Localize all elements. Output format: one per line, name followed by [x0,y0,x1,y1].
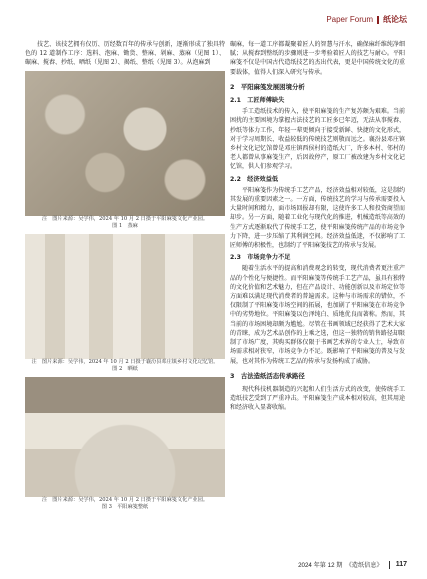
page-header [326,14,407,25]
figure-2-source: 注 图片来源：吴学伟，2024 年 10 月 2 日摄于襄汾县邓庄镇乡村文化记忆馆。 [31,358,219,365]
paragraph-market: 随着生活水平的提高和消费观念的转变，现代消费者更注重产品的个性化与便捷性。而平阳麻笺等传统手工艺产品，虽具有独特的文化价值和艺术魅力，但在产品设计、功能创新以及市场定位等方面难以满足现代消费者的普遍需求。这种与市场需求的错位，不仅限制了平阳麻笺市场空间的拓展，也加剧了平阳麻笺在市场竞争中的劣势地位。平阳麻笺以色泽纯白、质地优良而著称。然而，其当前的市场困境却颇为尴尬。尽管在书画领域已经获得了艺术大家的青睐，成为艺术品创作的上乘之选，但这一独特的销售路径却限制了市场广度，其购买群体仅限于书画艺术界的专业人士，导致市场需求相对狭窄，市场竞争力不足。既影响了平阳麻笺的普及与发展，也对其作为传统工艺品的传承与发扬构成了威胁。 [230,265,405,365]
figure-1-title: 图 1 蒸麻 [112,223,138,230]
figure-2-title: 图 2 晒纸 [112,366,138,373]
figure-3-title: 图 3 平阳麻笺整纸 [101,504,149,511]
page-footer [298,560,407,569]
footer-divider [389,561,390,569]
paragraph-continued: 碾麻，每一道工序都凝聚着匠人的智慧与汗水，确保麻纤维纯净细腻；从搅舂到整纸的步骤则进一步考验着匠人的技艺与耐心。平阳麻笺不仅是中国古代造纸技艺的杰出代表，更是中国传统文化的重要载体，值得人们深入研究与传承。 [230,41,405,76]
subsection-heading-2-1: 2.1 工匠师傅缺失 [230,97,285,105]
figure-3-source: 注 图片来源：吴学伟，2024 年 10 月 2 日摄于平阳麻笺文化产业园。 [41,496,209,503]
paragraph-economics: 平阳麻笺作为传统手工艺产品，经济效益相对较低，这是制约其发展的重要因素之一。一方面，传统技艺的学习与传承需要投入大量时间和精力，面市场回报却有限，这使许多工人和投资商望而却步。另一方面，随着工业化与现代化的推进，机械造纸等高效的生产方式逐渐取代了传统手工艺，使平阳麻笺传统产品的市场竞争力下降，进一步压缩了其利润空间。经济效益低迷，不仅影响了工匠师傅的积极性，也制约了平阳麻笺技艺的传承与发展。 [230,186,405,250]
subsection-heading-2-3: 2.3 市场竞争力不足 [230,254,291,262]
paragraph-inheritance: 现代科技机器制造的兴起和人们生活方式的改变，使传统手工造纸技艺受到了严重冲击。平阳麻笺生产成本相对较高，但其用途和经济收入显著收缩。 [230,385,405,412]
section-heading-3: 3 古法造纸活态传承路径 [230,371,305,380]
section-heading-2: 2 平阳麻笺发展困境分析 [230,82,305,91]
figure-2-caption [25,359,225,374]
figure-3-caption [25,497,225,512]
steaming-hemp-photo [25,71,225,216]
header-divider [377,16,379,24]
figure-1-source: 注 图片来源：吴学伟，2024 年 10 月 2 日摄于平阳麻笺文化产业园。 [41,215,209,222]
figure-2 [25,234,225,374]
paper-finishing-photo [25,377,225,497]
section-label-en: Paper Forum [326,15,373,24]
figure-3 [25,377,225,512]
page-number: 117 [395,561,407,568]
section-label-cn: 纸论坛 [383,15,407,24]
left-column [25,40,225,515]
figure-1-caption [25,216,225,231]
intro-paragraph: 技艺、该技艺拥有仅历、历经数百年的传承与创新，逐渐形成了独具特色的 12 道制作工序：选料、泡麻、锄货、整麻、剁麻、蒸麻（见图 1）、碾麻、搅舂、抄纸、晒纸（见图 2）、揭纸、整纸（见图 3）。从泡麻到 [25,41,225,67]
paragraph-craftsmen: 手工造纸技术的传入，使平阳麻笺的生产复苏颇为艰难。当前困扰的主要困境为掌握古法技艺的工匠多已年迈，无法从事搅舂、抄纸等体力工作，年轻一辈更倾向于接受新鲜、快捷的文化形式，对于学习周期长、收益较低的传统技艺则敬而远之。襄汾县邓庄镇乡村文化记忆馆曾是邓庄镇西侯村的造纸大厂，许多本村、邻村的老人都曾从事麻笺生产，后因故停产，原工厂被改建为乡村文化记忆馆，供人们参观学习。 [230,108,405,171]
drying-paper-photo [25,234,225,359]
issue-info: 2024 年第 12 期 《造纸信息》 [298,562,383,569]
right-column [230,40,405,415]
subsection-heading-2-2: 2.2 经济效益低 [230,175,279,183]
figure-1 [25,71,225,231]
